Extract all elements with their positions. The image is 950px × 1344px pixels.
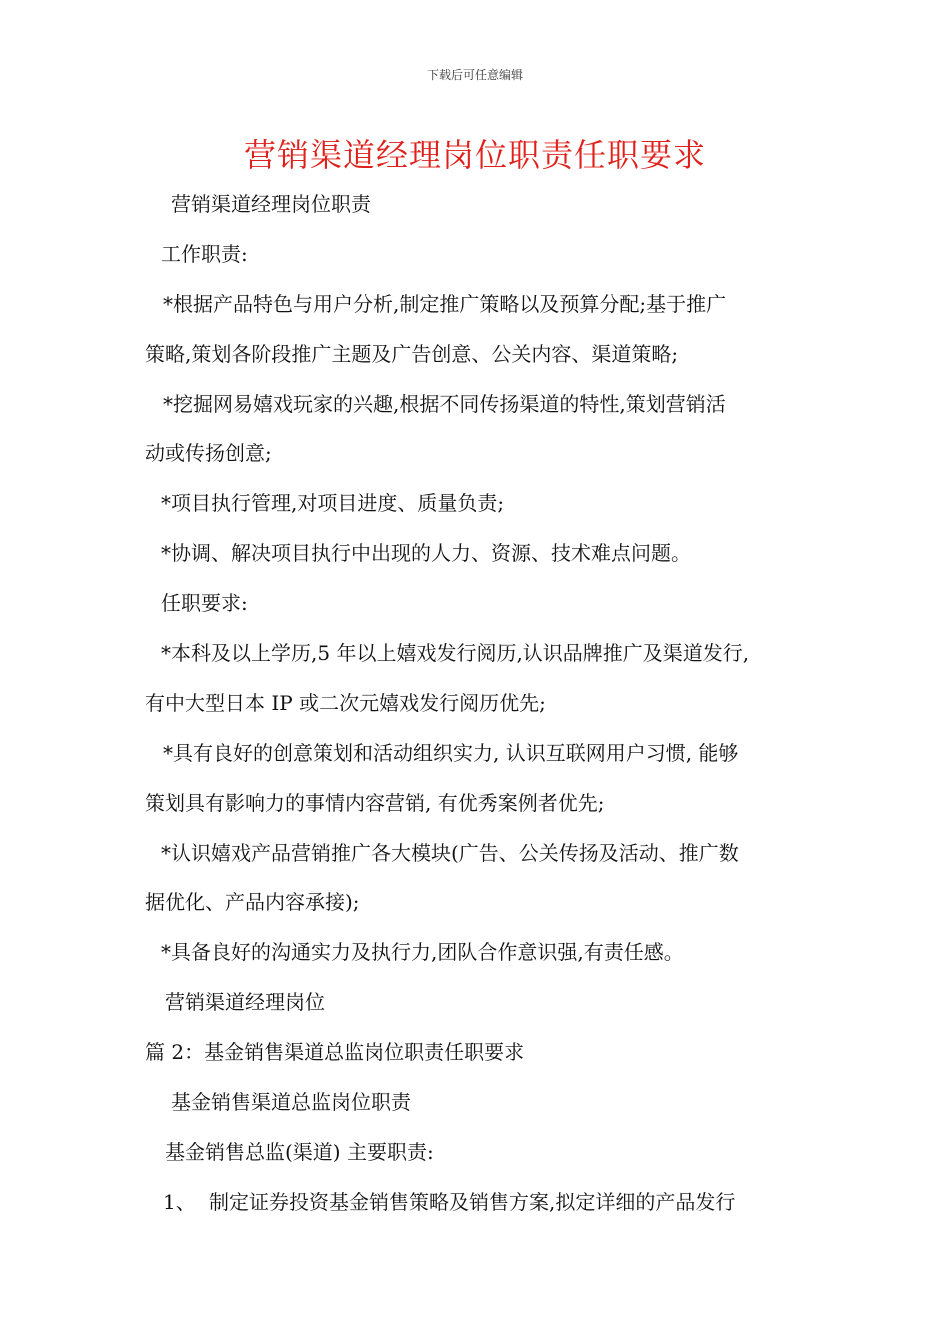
paragraph-line: *项目执行管理,对项目进度、质量负责; xyxy=(161,491,505,516)
paragraph-line: *具备良好的沟通实力及执行力,团队合作意识强,有责任感。 xyxy=(161,940,684,965)
paragraph-line: *根据产品特色与用户分析,制定推广策略以及预算分配;基于推广 xyxy=(163,291,727,316)
subheading-duties: 工作职责: xyxy=(161,241,248,266)
paragraph-line: 动或传扬创意; xyxy=(145,441,272,466)
paragraph-line: *本科及以上学历,5 年以上嬉戏发行阅历,认识品牌推广及渠道发行, xyxy=(161,641,750,666)
paragraph-line: 策划具有影响力的事情内容营销, 有优秀案例者优先; xyxy=(145,790,605,815)
paragraph-line: *认识嬉戏产品营销推广各大模块(广告、公关传扬及活动、推广数 xyxy=(161,840,739,865)
paragraph-line: *具有良好的创意策划和活动组织实力, 认识互联网用户习惯, 能够 xyxy=(163,740,739,765)
chapter-heading: 篇 2：基金销售渠道总监岗位职责任职要求 xyxy=(145,1040,525,1065)
header-note: 下载后可任意编辑 xyxy=(426,68,523,82)
paragraph-line: 策略,策划各阶段推广主题及广告创意、公关内容、渠道策略; xyxy=(145,341,679,366)
document-title: 营销渠道经理岗位职责任职要求 xyxy=(243,136,706,174)
item-text: 制定证券投资基金销售策略及销售方案,拟定详细的产品发行 xyxy=(209,1189,736,1214)
paragraph-line: 据优化、产品内容承接); xyxy=(145,890,360,915)
numbered-item xyxy=(145,1178,810,1228)
document-body xyxy=(145,180,810,1228)
section-label: 营销渠道经理岗位 xyxy=(165,990,325,1015)
subheading-requirements: 任职要求: xyxy=(161,591,248,616)
section-heading: 营销渠道经理岗位职责 xyxy=(171,192,371,216)
paragraph-line: 有中大型日本 IP 或二次元嬉戏发行阅历优先; xyxy=(145,690,546,715)
subheading-main-duties: 基金销售总监(渠道) 主要职责: xyxy=(165,1139,434,1164)
paragraph-line: *挖掘网易嬉戏玩家的兴趣,根据不同传扬渠道的特性,策划营销活 xyxy=(163,391,726,416)
paragraph-line: *协调、解决项目执行中出现的人力、资源、技术难点问题。 xyxy=(161,541,691,566)
item-number: 1、 xyxy=(163,1189,196,1214)
section-heading: 基金销售渠道总监岗位职责 xyxy=(171,1090,411,1115)
